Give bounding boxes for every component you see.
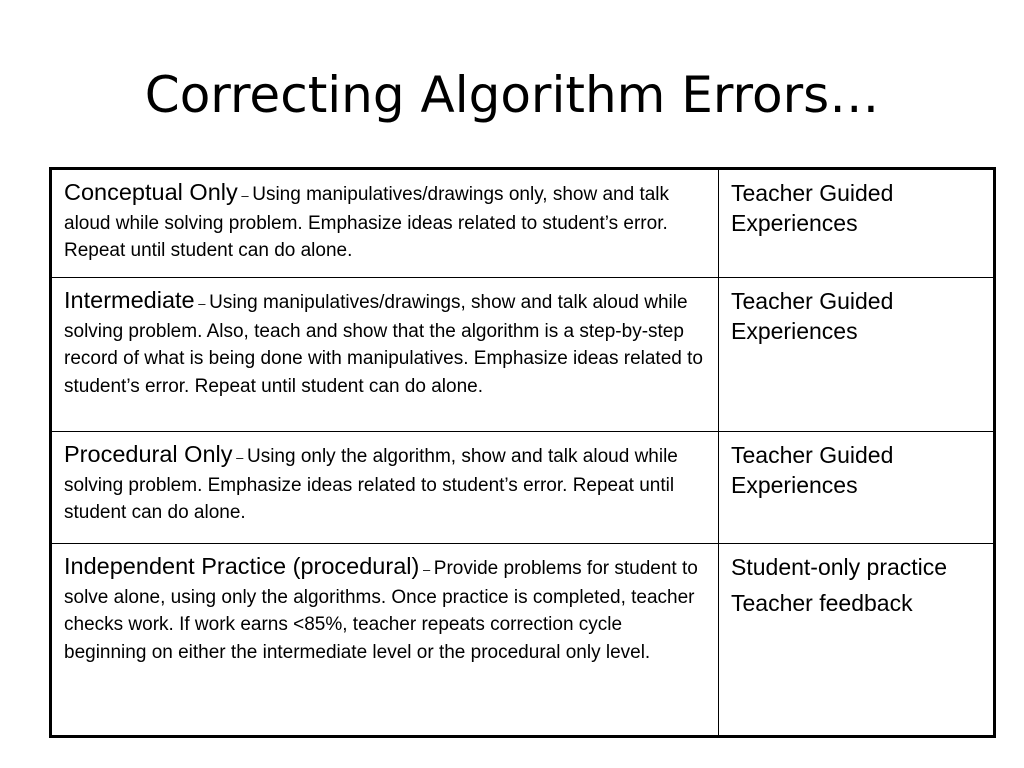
level-description: Provide problems for student to solve alone, using only the algorithms. Once practice is completed, teacher checks work. If work earns <85%, teacher repeats correction cycle beginning on either the intermediate level or the procedural only level. [64,558,698,663]
level-name: Procedural Only [64,441,233,467]
experience-type-cell [719,278,995,432]
level-name: Intermediate [64,287,195,313]
level-description-cell [51,432,719,544]
slide-title: Correcting Algorithm Errors… [144,66,880,124]
level-dash: – [232,450,247,465]
correction-table-wrapper [49,167,996,738]
experience-type: Teacher Guided Experiences [731,442,894,498]
level-dash: – [419,562,434,577]
level-description-cell [51,544,719,737]
experience-type-cell [719,432,995,544]
level-dash: – [194,296,210,311]
table-row [51,278,995,432]
table-row [51,544,995,737]
level-description-cell [51,169,719,278]
table-row [51,432,995,544]
level-name: Independent Practice (procedural) [64,553,420,579]
level-description: Using only the algorithm, show and talk aloud while solving problem. Emphasize ideas related to student’s error. Repeat until student can do alone. [64,446,678,523]
experience-type: Teacher Guided Experiences [731,288,894,344]
level-dash: – [237,188,253,203]
experience-type: Student-only practice [731,554,948,580]
level-description: Using manipulatives/drawings only, show and talk aloud while solving problem. Emphasize ideas related to student’s error. Repeat until student can do alone. [64,184,670,261]
experience-type-cell [719,544,995,737]
level-name: Conceptual Only [64,179,238,205]
experience-type-cell [719,169,995,278]
level-description-cell [51,278,719,432]
experience-type: Teacher feedback [731,590,913,616]
experience-type: Teacher Guided Experiences [731,180,894,236]
correction-levels-table [49,167,996,738]
level-description: Using manipulatives/drawings, show and talk aloud while solving problem. Also, teach and show that the algorithm is a step-by-step record of what is being done with manipulatives. Emphasize ideas related to student’s error. Repeat until student can do alone. [64,292,703,397]
table-row [51,169,995,278]
